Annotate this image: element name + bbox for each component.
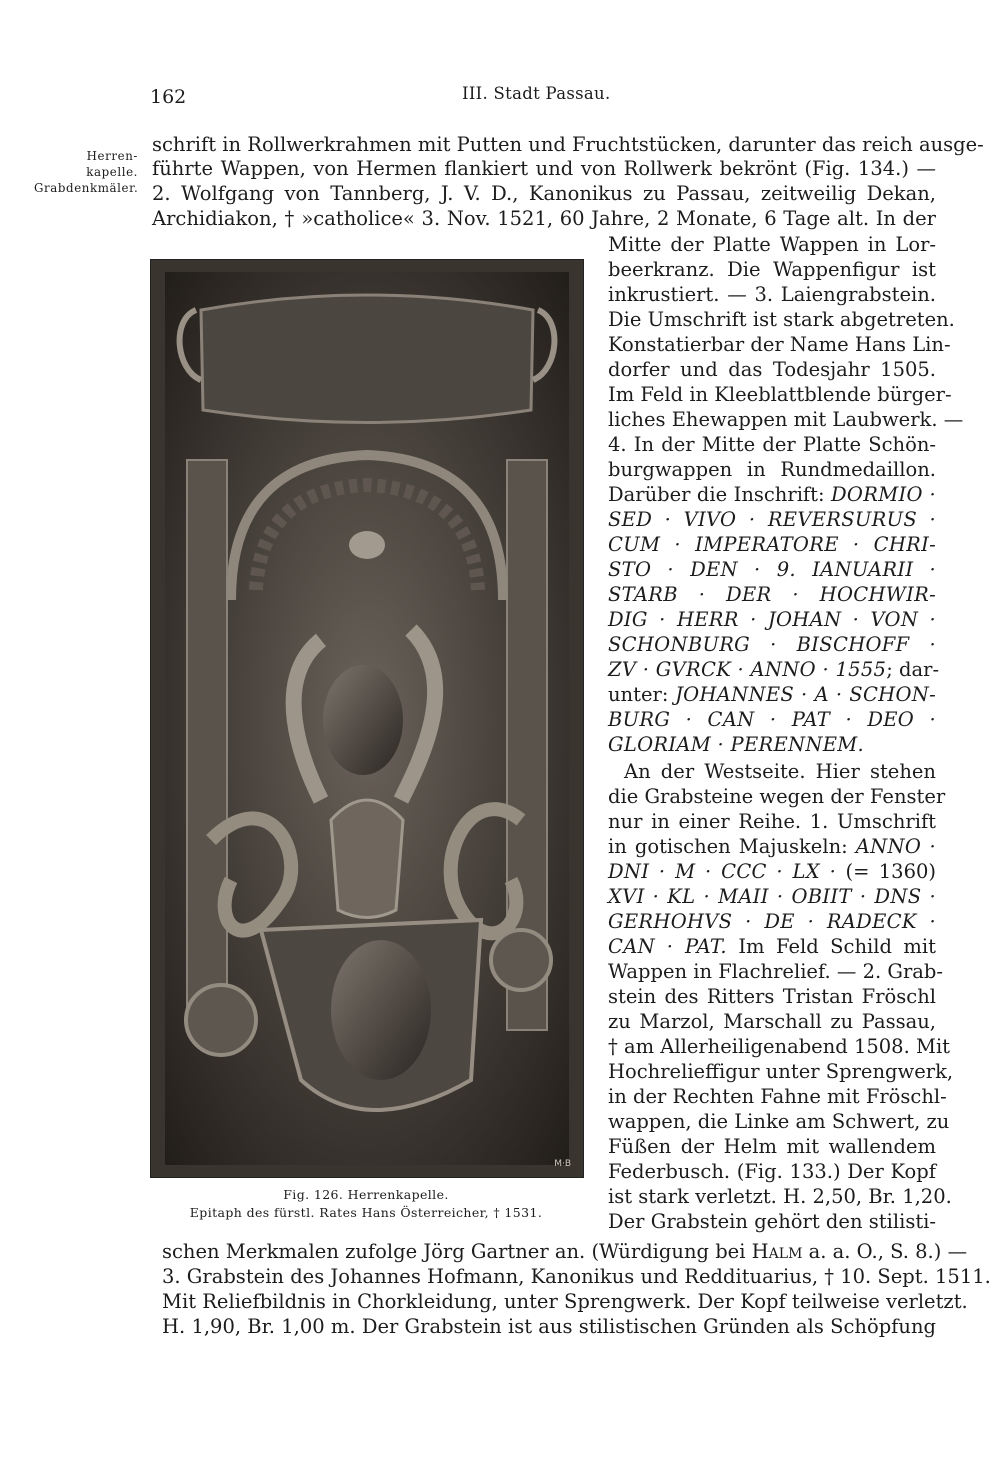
- author-name: Halm: [751, 1240, 803, 1263]
- text-line: [608, 835, 936, 859]
- margin-note: [34, 148, 138, 196]
- epitaph-relief-image: [151, 260, 583, 1177]
- running-title: III. Stadt Passau.: [462, 84, 611, 103]
- text-line: [608, 483, 936, 507]
- text-line: Im Feld in Kleeblattblende bürger-: [608, 383, 952, 406]
- margin-note-line: Grabdenkmäler.: [34, 181, 139, 195]
- text-line: An der Westseite. Hier stehen: [624, 760, 936, 783]
- inscription-line: CUM · IMPERATORE · CHRI-: [608, 533, 936, 556]
- text-line: 3. Grabstein des Johannes Hofmann, Kanonikus und Reddituarius, † 10. Sept. 1511.: [162, 1265, 991, 1288]
- text-line: † am Allerheiligenabend 1508. Mit: [608, 1035, 951, 1058]
- text-line: burgwappen in Rundmedaillon.: [608, 458, 936, 481]
- text-line: wappen, die Linke am Schwert, zu: [608, 1110, 950, 1133]
- text-line: zu Marzol, Marschall zu Passau,: [608, 1010, 936, 1033]
- margin-note-line: Herren-: [86, 149, 138, 163]
- inscription-text: DORMIO ·: [831, 483, 936, 506]
- text-line: H. 1,90, Br. 1,00 m. Der Grabstein ist aus stilistischen Gründen als Schöpfung: [162, 1315, 936, 1338]
- text-segment: Im Feld Schild mit: [738, 935, 936, 958]
- text-line: Mitte der Platte Wappen in Lor-: [608, 233, 936, 256]
- inscription-text: JOHANNES · A · SCHON-: [675, 683, 937, 706]
- page-number: 162: [150, 86, 187, 108]
- text-segment: (= 1360): [845, 860, 936, 883]
- text-line: Archidiakon, † »catholice« 3. Nov. 1521, 60 Jahre, 2 Monate, 6 Tage alt. In der: [152, 207, 936, 230]
- inscription-line: DIG · HERR · JOHAN · VON ·: [608, 608, 936, 631]
- text-line: Mit Reliefbildnis in Chorkleidung, unter Sprengwerk. Der Kopf teilweise verletzt.: [162, 1290, 968, 1313]
- figure-caption-title: Fig. 126. Herrenkapelle.: [283, 1187, 449, 1202]
- text-line: nur in einer Reihe. 1. Umschrift: [608, 810, 936, 833]
- text-segment: Darüber die Inschrift:: [608, 483, 825, 506]
- text-line: die Grabsteine wegen der Fenster: [608, 785, 946, 808]
- text-line: in der Rechten Fahne mit Fröschl-: [608, 1085, 947, 1108]
- text-line: Federbusch. (Fig. 133.) Der Kopf: [608, 1160, 936, 1183]
- text-line: [162, 1240, 968, 1264]
- text-line: Die Umschrift ist stark abgetreten.: [608, 308, 955, 331]
- text-line: [608, 860, 936, 884]
- text-segment: in gotischen Majuskeln:: [608, 835, 848, 858]
- text-line: dorfer und das Todesjahr 1505.: [608, 358, 936, 381]
- inscription-line: GLORIAM · PERENNEM.: [608, 733, 865, 756]
- text-line: 4. In der Mitte der Platte Schön-: [608, 433, 936, 456]
- figure-caption-description: Epitaph des fürstl. Rates Hans Österreicher, † 1531.: [189, 1205, 543, 1220]
- inscription-text: DNI · M · CCC · LX ·: [608, 860, 837, 883]
- margin-note-line: kapelle.: [86, 165, 138, 179]
- text-line: 2. Wolfgang von Tannberg, J. V. D., Kanonikus zu Passau, zeitweilig Dekan,: [152, 182, 936, 205]
- text-line: Füßen der Helm mit wallendem: [608, 1135, 936, 1158]
- text-line: Der Grabstein gehört den stilisti-: [608, 1210, 936, 1233]
- inscription-line: SCHONBURG · BISCHOFF ·: [608, 633, 936, 656]
- text-line: beerkranz. Die Wappenfigur ist: [608, 258, 936, 281]
- inscription-line: GERHOHVS · DE · RADECK ·: [608, 910, 936, 933]
- text-segment: schen Merkmalen zufolge Jörg Gartner an. (Würdigung bei: [162, 1240, 746, 1263]
- inscription-line: XVI · KL · MAII · OBIIT · DNS ·: [608, 885, 936, 908]
- text-line: [608, 658, 940, 682]
- text-segment: a. a. O., S. 8.) —: [808, 1240, 968, 1263]
- text-line: Wappen in Flachrelief. — 2. Grab-: [608, 960, 943, 983]
- text-line: führte Wappen, von Hermen flankiert und von Rollwerk bekrönt (Fig. 134.) —: [152, 157, 936, 180]
- inscription-line: BURG · CAN · PAT · DEO ·: [608, 708, 936, 731]
- epitaph-photograph: [150, 259, 584, 1178]
- text-line: stein des Ritters Tristan Fröschl: [608, 985, 936, 1008]
- text-line: Konstatierbar der Name Hans Lin-: [608, 333, 951, 356]
- inscription-line: STARB · DER · HOCHWIR-: [608, 583, 936, 606]
- photographer-monogram: M·B: [554, 1159, 571, 1169]
- text-segment: ; dar-: [886, 658, 940, 681]
- text-line: [608, 683, 936, 707]
- inscription-text: ANNO ·: [855, 835, 936, 858]
- text-line: schrift in Rollwerkrahmen mit Putten und Fruchtstücken, darunter das reich ausge-: [152, 133, 984, 156]
- inscription-line: STO · DEN · 9. IANUARII ·: [608, 558, 936, 581]
- inscription-text: CAN · PAT.: [608, 935, 727, 958]
- text-line: ist stark verletzt. H. 2,50, Br. 1,20.: [608, 1185, 952, 1208]
- text-line: [608, 935, 936, 959]
- inscription-line: SED · VIVO · REVERSURUS ·: [608, 508, 936, 531]
- text-line: inkrustiert. — 3. Laiengrabstein.: [608, 283, 936, 306]
- text-segment: unter:: [608, 683, 669, 706]
- text-line: Hochrelieffigur unter Sprengwerk,: [608, 1060, 954, 1083]
- inscription-text: ZV · GVRCK · ANNO · 1555: [608, 658, 887, 681]
- text-line: liches Ehewappen mit Laubwerk. —: [608, 408, 964, 431]
